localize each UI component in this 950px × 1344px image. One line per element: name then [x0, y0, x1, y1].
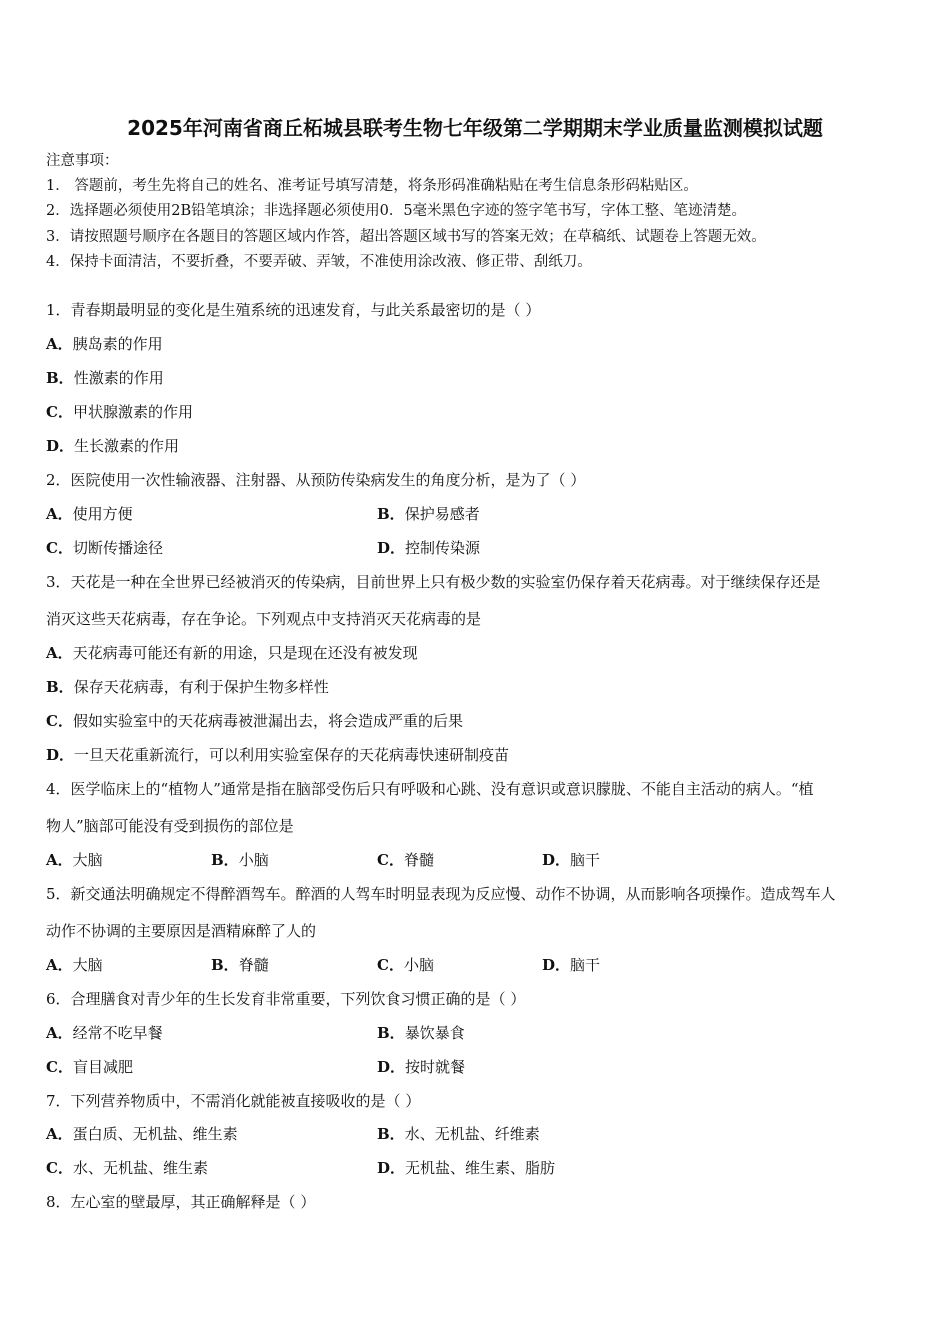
option-text: 保存天花病毒，有利于保护生物多样性 [73, 678, 329, 696]
option-label: B． [46, 678, 74, 696]
option-text: 暴饮暴食 [404, 1024, 465, 1042]
question-8-stem: 8．左心室的壁最厚，其正确解释是（ ） [46, 1193, 316, 1211]
option-label: D． [377, 539, 406, 557]
question-4-stem: 4．医学临床上的“植物人”通常是指在脑部受伤后只有呼吸和心跳、没有意识或意识朦胧、不能自主活动的病人。“植 [46, 780, 814, 798]
question-3-stem: 3．天花是一种在全世界已经被消灭的传染病，目前世界上只有极少数的实验室仍保存着天花病毒。对于继续保存还是 [46, 573, 821, 591]
option-label: B． [211, 956, 239, 974]
option-label: B． [46, 369, 74, 387]
question-1-option-c [46, 402, 193, 422]
option-label: A． [46, 505, 73, 523]
option-text: 生长激素的作用 [74, 437, 180, 455]
option-text: 切断传播途径 [72, 539, 163, 557]
question-6-option-c [46, 1057, 133, 1077]
option-label: C． [46, 1058, 73, 1076]
option-label: A． [46, 1125, 73, 1143]
option-text: 大脑 [72, 851, 103, 869]
option-text: 脑干 [570, 851, 601, 869]
question-6-option-b [377, 1023, 465, 1043]
notice-item: 3．请按照题号顺序在各题目的答题区域内作答，超出答题区域书写的答案无效；在草稿纸、试题卷上答题无效。 [46, 229, 766, 245]
option-label: C． [46, 403, 73, 421]
question-5-option-c [377, 955, 434, 975]
option-text: 经常不吃早餐 [72, 1024, 163, 1042]
option-label: B． [211, 851, 239, 869]
question-3-stem-cont: 消灭这些天花病毒，存在争论。下列观点中支持消灭天花病毒的是 [46, 610, 482, 628]
option-text: 水、无机盐、维生素 [72, 1159, 208, 1177]
question-6-stem: 6．合理膳食对青少年的生长发育非常重要，下列饮食习惯正确的是（ ） [46, 990, 526, 1008]
option-text: 大脑 [72, 956, 103, 974]
option-text: 天花病毒可能还有新的用途，只是现在还没有被发现 [72, 644, 418, 662]
option-label: D． [46, 746, 75, 764]
question-5-stem: 5．新交通法明确规定不得醉酒驾车。醉酒的人驾车时明显表现为反应慢、动作不协调，从而影响各项操作。造成驾车人 [46, 885, 836, 903]
question-7-option-d [377, 1158, 555, 1178]
option-label: C． [46, 539, 73, 557]
question-2-option-d [377, 538, 480, 558]
option-label: B． [377, 1125, 405, 1143]
option-label: C． [377, 956, 404, 974]
notice-item: 2．选择题必须使用2B铅笔填涂；非选择题必须使用0．5毫米黑色字迹的签字笔书写，字体工整、笔迹清楚。 [46, 203, 747, 219]
option-label: D． [377, 1159, 406, 1177]
option-label: A． [46, 644, 73, 662]
question-7-option-b [377, 1124, 540, 1144]
option-text: 按时就餐 [405, 1058, 466, 1076]
option-text: 蛋白质、无机盐、维生素 [72, 1125, 238, 1143]
option-text: 保护易感者 [404, 505, 480, 523]
question-6-option-a [46, 1023, 163, 1043]
question-5-option-d [542, 955, 600, 975]
question-4-option-a [46, 850, 103, 870]
option-text: 假如实验室中的天花病毒被泄漏出去，将会造成严重的后果 [72, 712, 463, 730]
option-text: 甲状腺激素的作用 [72, 403, 193, 421]
option-text: 水、无机盐、纤维素 [404, 1125, 540, 1143]
option-text: 无机盐、维生素、脂肪 [405, 1159, 556, 1177]
question-2-option-c [46, 538, 163, 558]
option-text: 胰岛素的作用 [72, 335, 163, 353]
question-2-option-b [377, 504, 480, 524]
question-5-option-a [46, 955, 103, 975]
question-6-option-d [377, 1057, 465, 1077]
option-text: 一旦天花重新流行，可以利用实验室保存的天花病毒快速研制疫苗 [74, 746, 510, 764]
option-label: A． [46, 956, 73, 974]
option-label: B． [377, 1024, 405, 1042]
question-2-option-a [46, 504, 133, 524]
question-3-option-b [46, 677, 329, 697]
question-1-stem: 1．青春期最明显的变化是生殖系统的迅速发育，与此关系最密切的是（ ） [46, 301, 541, 319]
question-4-option-c [377, 850, 434, 870]
question-1-option-d [46, 436, 179, 456]
question-7-option-a [46, 1124, 238, 1144]
question-1-option-b [46, 368, 164, 388]
option-text: 小脑 [238, 851, 269, 869]
option-label: A． [46, 851, 73, 869]
option-text: 脊髓 [403, 851, 434, 869]
option-label: C． [46, 712, 73, 730]
question-5-stem-cont: 动作不协调的主要原因是酒精麻醉了人的 [46, 922, 317, 940]
option-label: A． [46, 335, 73, 353]
question-1-option-a [46, 334, 163, 354]
page-title: 2025年河南省商丘柘城县联考生物七年级第二学期期末学业质量监测模拟试题 [127, 116, 823, 140]
option-label: D． [46, 437, 75, 455]
option-label: C． [377, 851, 404, 869]
notice-heading: 注意事项： [46, 153, 119, 169]
question-5-option-b [211, 955, 269, 975]
option-label: D． [542, 956, 571, 974]
option-label: C． [46, 1159, 73, 1177]
question-4-stem-cont: 物人”脑部可能没有受到损伤的部位是 [46, 817, 294, 835]
option-text: 使用方便 [72, 505, 133, 523]
option-label: A． [46, 1024, 73, 1042]
question-2-stem: 2．医院使用一次性输液器、注射器、从预防传染病发生的角度分析，是为了（ ） [46, 471, 586, 489]
question-4-option-d [542, 850, 600, 870]
option-text: 脑干 [570, 956, 601, 974]
option-text: 盲目减肥 [72, 1058, 133, 1076]
option-label: B． [377, 505, 405, 523]
question-4-option-b [211, 850, 269, 870]
option-text: 小脑 [403, 956, 434, 974]
option-label: D． [542, 851, 571, 869]
option-text: 脊髓 [238, 956, 269, 974]
question-7-stem: 7．下列营养物质中，不需消化就能被直接吸收的是（ ） [46, 1092, 421, 1110]
question-3-option-c [46, 711, 463, 731]
notice-item: 1． 答题前，考生先将自己的姓名、准考证号填写清楚，将条形码准确粘贴在考生信息条形码粘贴区。 [46, 178, 698, 194]
question-3-option-a [46, 643, 418, 663]
notice-item: 4．保持卡面清洁，不要折叠，不要弄破、弄皱，不准使用涂改液、修正带、刮纸刀。 [46, 254, 592, 270]
option-text: 性激素的作用 [73, 369, 164, 387]
question-3-option-d [46, 745, 509, 765]
option-text: 控制传染源 [405, 539, 481, 557]
option-label: D． [377, 1058, 406, 1076]
question-7-option-c [46, 1158, 208, 1178]
